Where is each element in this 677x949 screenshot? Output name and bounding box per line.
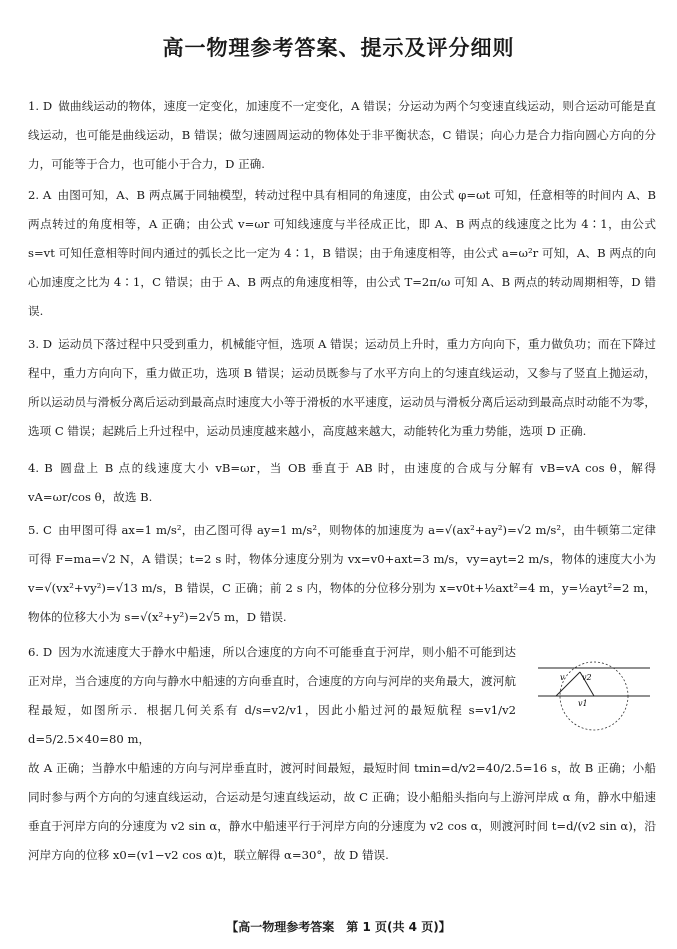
answer-item (28, 92, 656, 179)
answer-item (28, 454, 656, 512)
answer-list (28, 92, 656, 870)
answer-number: 3. D (28, 337, 53, 351)
answer-number: 5. C (28, 523, 52, 537)
answer-number: 1. D (28, 99, 53, 113)
answer-item-continued (28, 754, 656, 870)
answer-text: 由甲图可得 ax=1 m/s²，由乙图可得 ay=1 m/s²，则物体的加速度为 a=√(ax²+ay²)=√2 m/s²，由牛顿第二定律可得 F=ma=√2 N，A 错误；t=2 s 时，物体分速度分别为 vx=v0+axt=3 m/s，vy=ayt=2 m/s，物体的速度大小为 v=√(vx²+vy²)=√13 m/s，B 错误，C 正确；前 2 s 内，物体的分位移分别为 x=v0t+½axt²=4 m，y=½ayt²=2 m，物体的位移大小为 s=√(x²+y²)=2√5 m，D 错误. (28, 523, 656, 624)
label-v: v (560, 673, 565, 682)
answer-text: 圆盘上 B 点的线速度大小 vB=ωr，当 OB 垂直于 AB 时，由速度的合成与分解有 vB=vA cos θ，解得 vA=ωr/cos θ，故选 B. (28, 461, 656, 504)
answer-text: 由图可知，A、B 两点属于同轴模型，转动过程中具有相同的角速度，由公式 φ=ωt 可知，任意相等的时间内 A、B 两点转过的角度相等，A 正确；由公式 v=ωr 可知线速度与半径成正比，即 A、B 两点的线速度之比为 4∶1，由公式 s=vt 可知任意相等时间内通过的弧长之比一定为 4∶1，B 错误；由于角速度相等，由公式 a=ω²r 可知，A、B 两点的向心加速度之比为 4∶1，C 错误；由于 A、B 两点的角速度相等，由公式 T=2π/ω 可知 A、B 两点的转动周期相等，D 错误. (28, 188, 656, 318)
answer-number: 4. B (28, 461, 53, 475)
answer-number: 2. A (28, 188, 52, 202)
answer-text: 做曲线运动的物体，速度一定变化，加速度不一定变化，A 错误；分运动为两个匀变速直线运动，则合运动可能是直线运动，也可能是曲线运动，B 错误；做匀速圆周运动的物体处于非平衡状态，C 错误；向心力是合力指向圆心方向的分力，可能等于合力，也可能小于合力，D 正确. (28, 99, 657, 171)
answer-text: 因为水流速度大于静水中船速，所以合速度的方向不可能垂直于河岸，则小船不可能到达正对岸，当合速度的方向与静水中船速的方向垂直时，合速度的方向与河岸的夹角最大，渡河航程最短，如图所示．根据几何关系有 d/s=v2/v1，因此小船过河的最短航程 s=v1/v2 d=5/2.5×40=80 m， (28, 645, 516, 746)
answer-item (28, 181, 656, 326)
answer-item (28, 330, 656, 446)
answer-number: 6. D (28, 645, 53, 659)
answer-text: 运动员下落过程中只受到重力，机械能守恒，选项 A 错误；运动员上升时，重力方向向下，重力做负功；而在下降过程中，重力方向向下，重力做正功，选项 B 错误；运动员既参与了水平方向上的匀速直线运动，又参与了竖直上抛运动，所以运动员与滑板分离后运动到最高点时速度大小等于滑板的水平速度，运动员与滑板分离后运动到最高点时动能不为零，选项 C 错误；起跳后上升过程中，运动员速度越来越小，高度越来越大，动能转化为重力势能，选项 D 正确. (28, 337, 656, 438)
page-footer: 【高一物理参考答案 第 1 页(共 4 页)】 (226, 920, 451, 934)
answer-text: 故 A 正确；当静水中船速的方向与河岸垂直时，渡河时间最短，最短时间 tmin=d/v2=40/2.5=16 s，故 B 正确；小船同时参与两个方向的匀速直线运动，合运动是匀速直线运动，故 C 正确；设小船船头指向与上游河岸成 α 角，静水中船速垂直于河岸方向的分速度为 v2 sin α，静水中船速平行于河岸方向的分速度为 v2 cos α，则渡河时间 t=d/(v2 sin α)，沿河岸方向的位移 x0=(v1−v2 cos α)t，联立解得 α=30°，故 D 错误. (28, 761, 656, 862)
label-v2: v2 (582, 673, 592, 682)
label-v1: v1 (578, 699, 588, 708)
river-crossing-diagram (536, 660, 652, 740)
answer-item (28, 516, 656, 632)
page-title: 高一物理参考答案、提示及评分细则 (162, 36, 515, 60)
